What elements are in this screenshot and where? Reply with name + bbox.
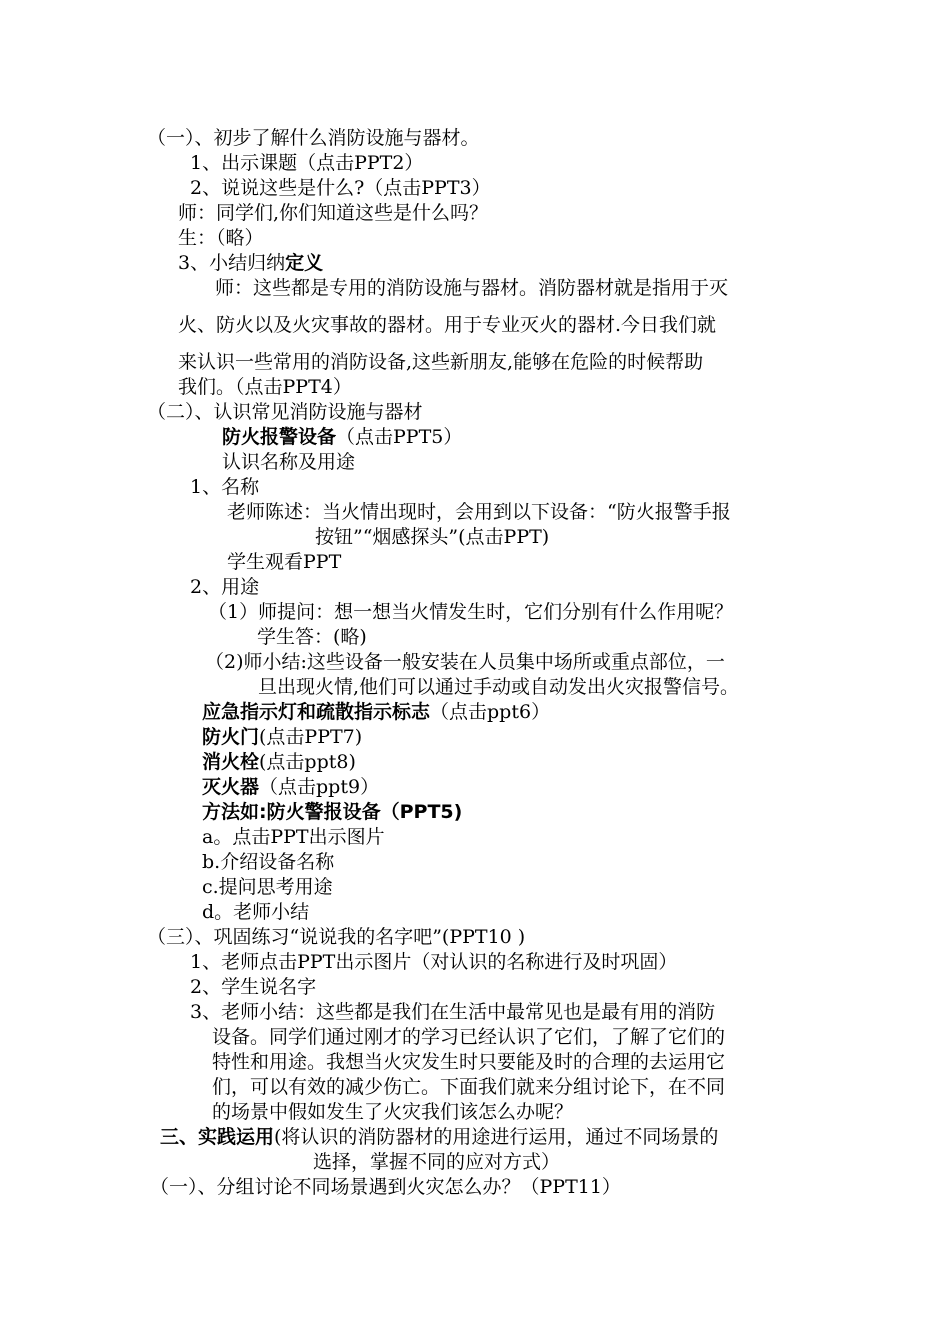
hydrant-item (202, 750, 356, 774)
emergency-light-item (202, 700, 550, 724)
hydrant-note: (点击ppt8) (259, 751, 356, 773)
part-3-heading (160, 1125, 718, 1149)
method-step-b: b.介绍设备名称 (202, 851, 335, 873)
practice-step-3-line-2: 设备。同学们通过刚才的学习已经认识了它们，了解了它们的 (212, 1026, 726, 1048)
use-summary-line-2: 旦出现火情,他们可以通过手动或自动发出火灾报警信号。 (258, 676, 740, 698)
practice-step-3-line-1: 3、老师小结：这些都是我们在生活中最常见也是最有用的消防 (190, 1001, 716, 1023)
practice-step-2: 2、学生说名字 (190, 976, 317, 998)
method-heading: 方法如:防火警报设备（PPT5) (202, 801, 463, 823)
emergency-light-title: 应急指示灯和疏散指示标志 (202, 701, 431, 723)
definition-label: 定义 (285, 252, 324, 274)
section-1-heading: （一）、初步了解什么消防设施与器材。 (147, 127, 480, 149)
practice-step-3-line-4: 们，可以有效的减少伤亡。下面我们就来分组讨论下，在不同 (212, 1076, 726, 1098)
use-question: （1）师提问：想一想当火情发生时，它们分别有什么作用呢？ (208, 601, 734, 623)
students-watch: 学生观看PPT (227, 551, 342, 573)
definition-para-line-1: 师：这些都是专用的消防设施与器材。消防器材就是指用于灭 (215, 277, 729, 299)
step-3 (178, 251, 323, 275)
fire-alarm-title: 防火报警设备 (222, 426, 337, 448)
definition-para-line-3: 来认识一些常用的消防设备,这些新朋友,能够在危险的时候帮助 (178, 351, 704, 373)
step-1: 1、出示课题（点击PPT2） (190, 152, 424, 174)
step-3-label: 3、小结归纳 (178, 252, 286, 274)
extinguisher-item (202, 775, 379, 799)
know-name-use: 认识名称及用途 (222, 451, 356, 473)
step-2: 2、说说这些是什么?（点击PPT3） (190, 177, 491, 199)
fire-alarm-item (222, 425, 462, 449)
teacher-statement-line-1: 老师陈述：当火情出现时，会用到以下设备：“防火报警手报 (227, 501, 731, 523)
fire-door-item (202, 725, 362, 749)
use-summary-line-1: （2)师小结:这些设备一般安装在人员集中场所或重点部位，一 (205, 651, 725, 673)
extinguisher-note: （点击ppt9） (259, 776, 380, 798)
hydrant-title: 消火栓 (202, 751, 260, 773)
student-answer: 生：（略） (178, 227, 264, 249)
section-2-heading: （二）、认识常见消防设施与器材 (147, 401, 423, 423)
emergency-light-note: （点击ppt6） (430, 701, 551, 723)
fire-door-note: (点击PPT7) (259, 726, 363, 748)
group-discussion-heading: （一）、分组讨论不同场景遇到火灾怎么办？（PPT11） (150, 1176, 621, 1198)
name-heading: 1、名称 (190, 476, 260, 498)
use-answer: 学生答：(略) (257, 626, 367, 648)
definition-para-line-4: 我们。（点击PPT4） (178, 376, 352, 398)
part-3-note: (将认识的消防器材的用途进行运用，通过不同场景的 (274, 1126, 719, 1148)
section-3-heading: （三）、巩固练习“说说我的名字吧”(PPT10 ) (147, 926, 526, 948)
fire-door-title: 防火门 (202, 726, 260, 748)
definition-para-line-2: 火、防火以及火灾事故的器材。用于专业灭火的器材.今日我们就 (178, 314, 717, 336)
method-step-c: c.提问思考用途 (202, 876, 333, 898)
part-3-note-line-2: 选择，掌握不同的应对方式） (313, 1151, 561, 1173)
practice-step-1: 1、老师点击PPT出示图片（对认识的名称进行及时巩固） (190, 951, 678, 973)
extinguisher-title: 灭火器 (202, 776, 260, 798)
method-step-d: d。老师小结 (202, 901, 310, 923)
method-step-a: a。点击PPT出示图片 (202, 826, 385, 848)
practice-step-3-line-5: 的场景中假如发生了火灾我们该怎么办呢？ (212, 1101, 574, 1123)
teacher-question: 师：同学们,你们知道这些是什么吗？ (178, 202, 489, 224)
practice-step-3-line-3: 特性和用途。我想当火灾发生时只要能及时的合理的去运用它 (212, 1051, 726, 1073)
use-heading: 2、用途 (190, 576, 260, 598)
teacher-statement-line-2: 按钮”“烟感探头”(点击PPT) (315, 526, 550, 548)
fire-alarm-note: （点击PPT5） (336, 426, 463, 448)
part-3-title: 三、实践运用 (160, 1126, 275, 1148)
